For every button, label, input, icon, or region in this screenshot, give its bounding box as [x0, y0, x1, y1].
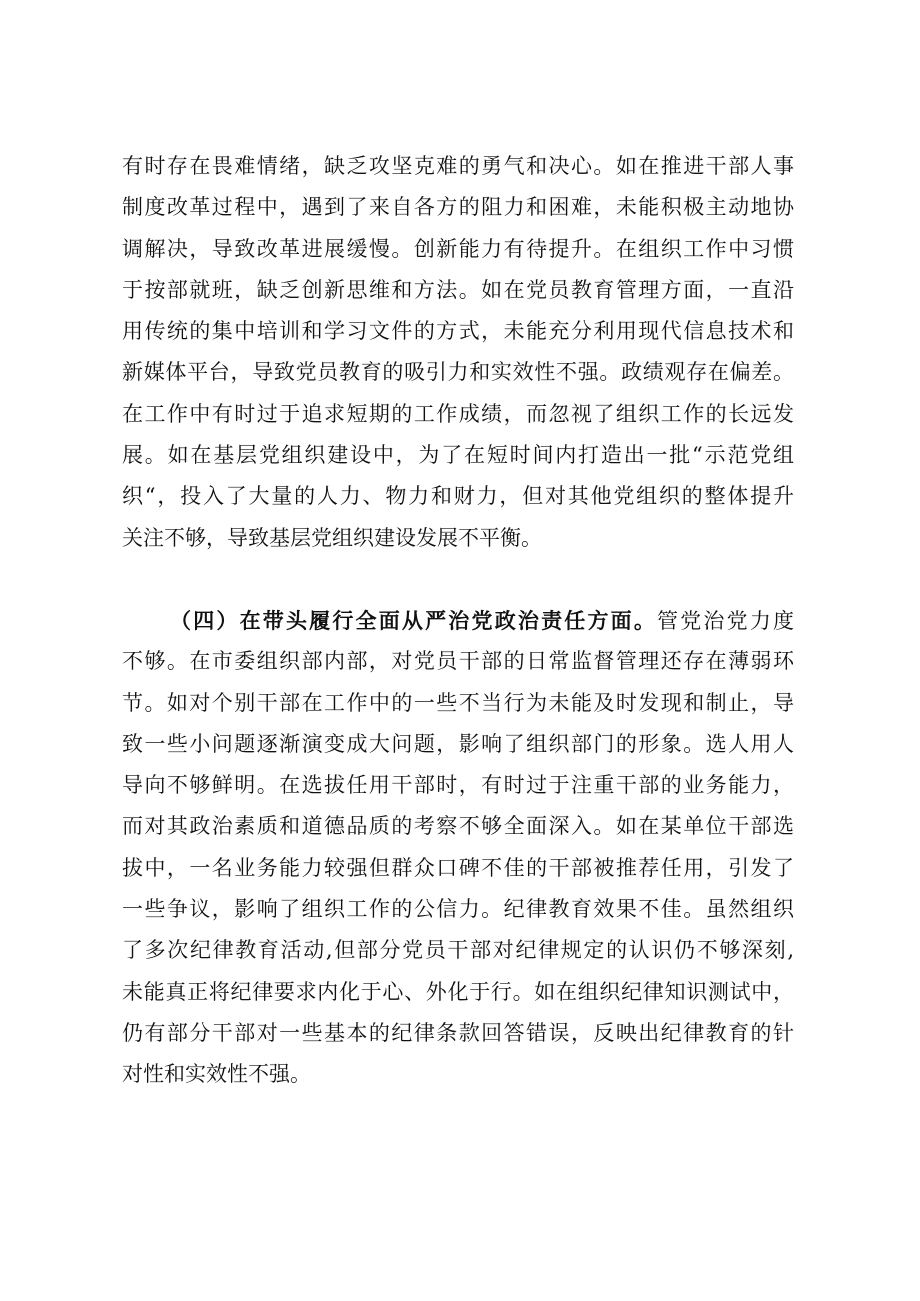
text-line: 在工作中有时过于追求短期的工作成绩，而忽视了组织工作的长远发: [122, 401, 794, 426]
text-line: 了多次纪律教育活动,但部分党员干部对纪律规定的认识仍不够深刻,: [122, 938, 794, 963]
text-line: 致一些小问题逐渐演变成大问题，影响了组织部门的形象。选人用人: [122, 731, 794, 756]
text-line: 用传统的集中培训和学习文件的方式，未能充分利用现代信息技术和: [122, 319, 794, 344]
section-four-paragraph: [122, 600, 794, 1096]
text-line: 织“，投入了大量的人力、物力和财力，但对其他党组织的整体提升: [122, 484, 794, 509]
text-line: 未能真正将纪律要求内化于心、外化于行。如在组织纪律知识测试中，: [122, 979, 794, 1004]
text-line: 新媒体平台，导致党员教育的吸引力和实效性不强。政绩观存在偏差。: [122, 360, 794, 385]
text-line: 导向不够鲜明。在选拔任用干部时，有时过于注重干部的业务能力，: [122, 773, 794, 798]
text-line: 展。如在基层党组织建设中，为了在短时间内打造出一批“示范党组: [122, 443, 794, 468]
text-line: 于按部就班，缺乏创新思维和方法。如在党员教育管理方面，一直沿: [122, 277, 794, 302]
text-line: 拔中，一名业务能力较强但群众口碑不佳的干部被推荐任用，引发了: [122, 855, 794, 880]
text-line: 有时存在畏难情绪，缺乏攻坚克难的勇气和决心。如在推进干部人事: [122, 154, 794, 178]
text-line: 而对其政治素质和道德品质的考察不够全面深入。如在某单位干部选: [122, 814, 794, 839]
section-heading: （四）在带头履行全面从严治党政治责任方面。: [170, 608, 658, 633]
text-line: 调解决，导致改革进展缓慢。创新能力有待提升。在组织工作中习惯: [122, 236, 794, 261]
text-line: 节。如对个别干部在工作中的一些不当行为未能及时发现和制止，导: [122, 690, 794, 715]
text-line: 对性和实效性不强。: [122, 1062, 311, 1087]
text-line: 制度改革过程中，遇到了来自各方的阻力和困难，未能积极主动地协: [122, 195, 794, 220]
text-line: 关注不够，导致基层党组织建设发展不平衡。: [122, 525, 542, 550]
text-line: 一些争议，影响了组织工作的公信力。纪律教育效果不佳。虽然组织: [122, 897, 794, 922]
section-heading-line: [122, 600, 794, 641]
text-line: 不够。在市委组织部内部，对党员干部的日常监督管理还存在薄弱环: [122, 649, 794, 674]
paragraph-continuation: [122, 146, 794, 559]
text-line: 仍有部分干部对一些基本的纪律条款回答错误，反映出纪律教育的针: [122, 1020, 794, 1045]
text-fragment: 管党治党力度: [657, 609, 795, 633]
